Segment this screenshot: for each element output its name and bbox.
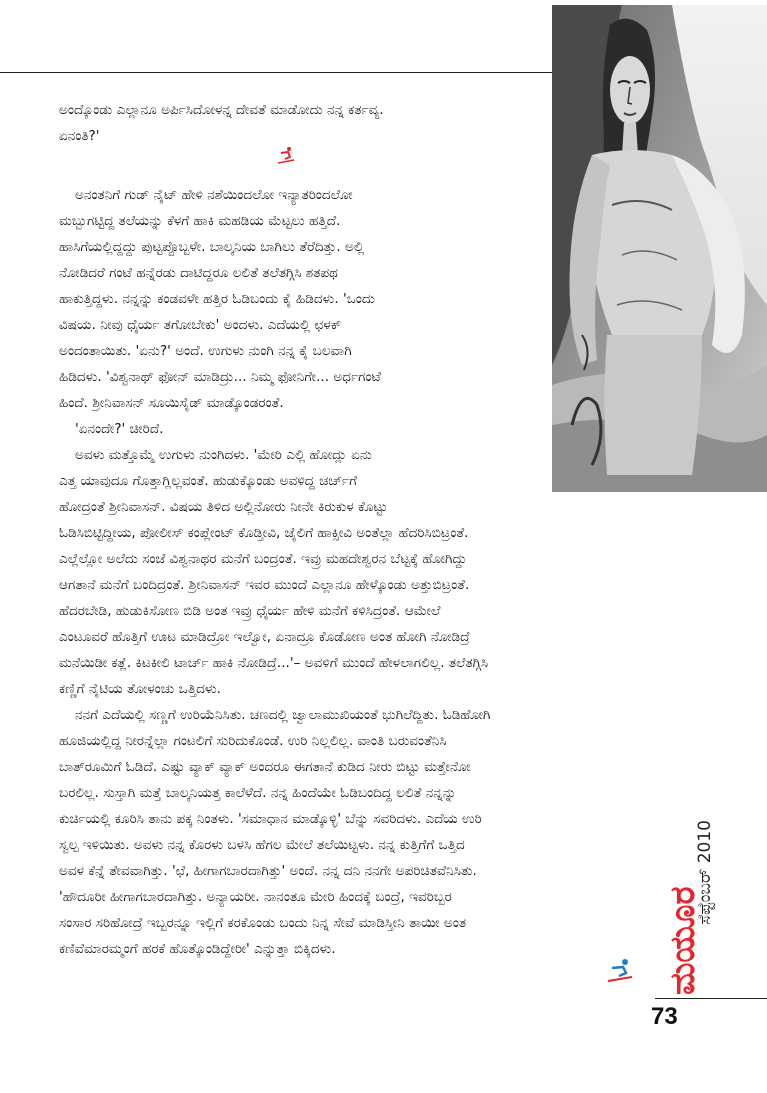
article-line: ಏನಂತಿ?' <box>59 128 100 144</box>
article-line: ಹೆದರಬೇಡಿ, ಹುಡುಕಿಸೋಣ ಬಿಡಿ ಅಂತ ಇವ್ರು ಧೈರ್ಯ ಹೇಳಿ ಮನೆಗೆ ಕಳಿಸಿದ್ರಂತೆ. ಆಮೇಲೆ <box>59 603 441 619</box>
magazine-logo-text: ಮಯೂರ <box>663 886 703 995</box>
article-line: ಎಂಟೂವರೆ ಹೊತ್ತಿಗೆ ಊಟ ಮಾಡಿದ್ರೋ ಇಲ್ವೋ, ಏನಾದ್ರೂ ಕೊಡೋಣ ಅಂತ ಹೋಗಿ ನೋಡಿದ್ರೆ <box>59 629 471 645</box>
article-line: ಅನಂತನಿಗೆ ಗುಡ್ ನೈಟ್ ಹೇಳಿ ನಶೆಯಿಂದಲೋ ಇನ್ಯಾತರಿಂದಲೋ <box>75 187 353 203</box>
article-line: ಮನೆಯಿಡೀ ಕತ್ಲೆ. ಕಿಟಕೀಲಿ ಟಾರ್ಚ್ ಹಾಕಿ ನೋಡಿದ್ರೆ...'– ಅವಳಿಗೆ ಮುಂದೆ ಹೇಳಲಾಗಲಿಲ್ಲ. ತಲೆತಗ್ಗಿಸಿ <box>59 655 489 671</box>
article-line: ಎಲ್ಲೆಲ್ಲೋ ಅಲೆದು ಸಂಜೆ ವಿಶ್ವನಾಥರ ಮನೆಗೆ ಬಂದ್ರಂತೆ. ಇವ್ರು ಮಹದೇಶ್ವರನ ಬೆಟ್ಟಕ್ಕೆ ಹೋಗಿದ್ದು <box>59 551 467 567</box>
illustration-woman-painting <box>552 5 767 492</box>
article-line: ಹಿಡಿದಳು. 'ವಿಶ್ವನಾಥ್ ಫೋನ್ ಮಾಡಿದ್ರು... ನಿಮ್ಮ ಫೋನಿಗೇ... ಅರ್ಧಗಂಟೆ <box>59 369 381 385</box>
article-line: 'ಹೌದೂರೀ ಹೀಗಾಗಬಾರದಾಗಿತ್ತು. ಅನ್ಯಾಯರೀ. ನಾನಂತೂ ಮೇರಿ ಹಿಂದಕ್ಕೆ ಬಂದ್ರೆ, ಇವರಿಬ್ಬರ <box>59 889 452 905</box>
skier-icon <box>276 146 296 166</box>
article-line: ಸ್ವಲ್ಪ ಇಳಿಯಿತು. ಅವಳು ನನ್ನ ಕೊರಳು ಬಳಸಿ ಹೆಗಲ ಮೇಲೆ ತಲೆಯಿಟ್ಟಳು. ನನ್ನ ಕುತ್ತಿಗೆಗೆ ಒತ್ತಿದ <box>59 837 465 853</box>
article-line: ಹಿಂದೆ. ಶ್ರೀನಿವಾಸನ್ ಸೂಯಿಸೈಡ್ ಮಾಡ್ಕೊಂಡರಂತೆ. <box>59 395 284 411</box>
page-number: 73 <box>651 1003 678 1030</box>
article-line: ಹಾಸಿಗೆಯಲ್ಲಿದ್ದದ್ದು ಪುಟ್ಟಪ್ಪೊಬ್ಬಳೇ. ಬಾಲ್ಕನಿಯ ಬಾಗಿಲು ತೆರೆದಿತ್ತು. ಅಲ್ಲಿ <box>59 239 365 255</box>
article-line: ಅಂದಂತಾಯಿತು. 'ಏನು?' ಅಂದೆ. ಉಗುಳು ನುಂಗಿ ನನ್ನ ಕೈ ಬಲವಾಗಿ <box>59 343 352 359</box>
article-line: ಕುರ್ಚಿಯಲ್ಲಿ ಕೂರಿಸಿ ತಾನು ಪಕ್ಕ ನಿಂತಳು. 'ಸಮಾಧಾನ ಮಾಡ್ಕೊಳ್ಳಿ' ಬೆನ್ನು ಸವರಿದಳು. ಎದೆಯ ಉರಿ <box>59 811 482 827</box>
article-line: ಹಾಕುತ್ತಿದ್ದಳು. ನನ್ನನ್ನು ಕಂಡವಳೇ ಹತ್ತಿರ ಓಡಿಬಂದು ಕೈ ಹಿಡಿದಳು. 'ಒಂದು <box>59 291 375 307</box>
article-line: ಕಣಿವೆಮಾರಮ್ಮಂಗೆ ಹರಕೆ ಹೊತ್ಕೊಂಡಿದ್ದೇರೀ' ಎನ್ನುತ್ತಾ ಬಿಕ್ಕಿದಳು. <box>59 941 336 957</box>
issue-date-text: ಸೆಪ್ಟೆಂಬರ್ 2010 <box>695 820 715 925</box>
article-line: ಅವಳು ಮತ್ತೊಮ್ಮೆ ಉಗುಳು ನುಂಗಿದಳು. 'ಮೇರಿ ಎಲ್ಲಿ ಹೋದ್ಲು ಏನು <box>75 447 372 463</box>
article-line: ಹೂಜಿಯಲ್ಲಿದ್ದ ನೀರನ್ನೆಲ್ಲಾ ಗಂಟಲಿಗೆ ಸುರಿದುಕೊಂಡೆ. ಉರಿ ನಿಲ್ಲಲಿಲ್ಲ. ವಾಂತಿ ಬರುವಂತೆನಿಸಿ <box>59 733 447 749</box>
magazine-logo <box>659 886 707 995</box>
article-line: ಹೋದ್ರಂತೆ ಶ್ರೀನಿವಾಸನ್. ವಿಷಯ ತಿಳಿದ ಅಲ್ಲಿನೋರು ನೀನೇ ಕಿರುಕುಳ ಕೊಟ್ಟು <box>59 499 388 515</box>
article-line: ಎತ್ತ ಯಾವುದೂ ಗೊತ್ತಾಗ್ಲಿಲ್ಲವಂತೆ. ಹುಡುಕ್ಕೊಂಡು ಅವಳಿದ್ದ ಚರ್ಚ್‌ಗೆ <box>59 473 357 489</box>
article-line: ಸಂಸಾರ ಸರಿಹೋದ್ರೆ ಇಬ್ಬರನ್ನೂ ಇಲ್ಲಿಗೆ ಕರಕೊಂಡು ಬಂದು ನಿನ್ನ ಸೇವೆ ಮಾಡಿಸ್ತೀನಿ ತಾಯೀ ಅಂತ <box>59 915 467 931</box>
article-line: 'ಏನಂದೇ?' ಚೀರಿದೆ. <box>75 421 164 437</box>
article-line: ವಿಷಯ. ನೀವು ಧೈರ್ಯ ತಗೋಬೇಕು' ಅಂದಳು. ಎದೆಯಲ್ಲಿ ಛಳಕ್ <box>59 317 342 333</box>
article-line: ಅಂದ್ಕೊಂಡು ಎಲ್ಲಾನೂ ಅರ್ಪಿಸಿದೋಳನ್ನ ದೇವತೆ ಮಾಡೋದು ನನ್ನ ಕರ್ತವ್ಯ. <box>59 102 384 118</box>
article-line: ಓಡಿಸಿಬಿಟ್ಟಿದ್ದೀಯ, ಪೋಲೀಸ್ ಕಂಪ್ಲೇಂಟ್ ಕೊಡ್ತೀವಿ, ಜೈಲಿಗೆ ಹಾಕ್ಸೀವಿ ಅಂತೆಲ್ಲಾ ಹೆದರಿಸಿಬಿಟ್ರಂತೆ. <box>59 525 469 541</box>
article-line: ನನಗೆ ಎದೆಯಲ್ಲಿ ಸಣ್ಣಗೆ ಉರಿಯೆನಿಸಿತು. ಚಣದಲ್ಲಿ ಜ್ವಾಲಾಮುಖಿಯಂತೆ ಭುಗಿಲೆದ್ದಿತು. ಓಡಿಹೋಗಿ <box>75 707 491 723</box>
article-line: ಮಬ್ಬುಗಟ್ಟಿದ್ದ ತಲೆಯನ್ನು ಕೆಳಗೆ ಹಾಕಿ ಮಹಡಿಯ ಮೆಟ್ಟಲು ಹತ್ತಿದೆ. <box>59 213 341 229</box>
article-line: ನೋಡಿದರೆ ಗಂಟೆ ಹನ್ನೆರಡು ದಾಟಿದ್ದರೂ ಲಲಿತೆ ತಲೆತಗ್ಗಿಸಿ ಶತಪಥ <box>59 265 338 281</box>
skier-icon <box>606 958 634 984</box>
header-rule <box>0 72 552 73</box>
article-line: ಬಾತ್‌ರೂಮಿಗೆ ಓಡಿದೆ. ಎಷ್ಟು ವ್ಯಾಕ್ ವ್ಯಾಕ್ ಅಂದರೂ ಈಗತಾನೆ ಕುಡಿದ ನೀರು ಬಿಟ್ಟು ಮತ್ತೇನೋ <box>59 759 471 775</box>
footer-rule <box>655 998 767 999</box>
article-line: ಆಗತಾನೆ ಮನೆಗೆ ಬಂದಿದ್ರಂತೆ. ಶ್ರೀನಿವಾಸನ್ ಇವರ ಮುಂದೆ ಎಲ್ಲಾನೂ ಹೇಳ್ಕೊಂಡು ಅತ್ತುಬಿಟ್ರಂತೆ. <box>59 577 470 593</box>
article-line: ಅವಳ ಕೆನ್ನೆ ತೇವವಾಗಿತ್ತು. 'ಛೆ, ಹೀಗಾಗಬಾರದಾಗಿತ್ತು' ಅಂದೆ. ನನ್ನ ದನಿ ನನಗೇ ಅಪರಿಚಿತವೆನಿಸಿತು. <box>59 863 477 879</box>
article-line: ಬರಲಿಲ್ಲ. ಸುಸ್ತಾಗಿ ಮತ್ತೆ ಬಾಲ್ಕನಿಯತ್ತ ಕಾಲೆಳೆದೆ. ನನ್ನ ಹಿಂದೆಯೇ ಓಡಿಬಂದಿದ್ದ ಲಲಿತೆ ನನ್ನನ್ನು <box>59 785 457 801</box>
article-line: ಕಣ್ಣಿಗೆ ನೈಟಿಯ ತೋಳಂಚು ಒತ್ತಿದಳು. <box>59 681 221 697</box>
